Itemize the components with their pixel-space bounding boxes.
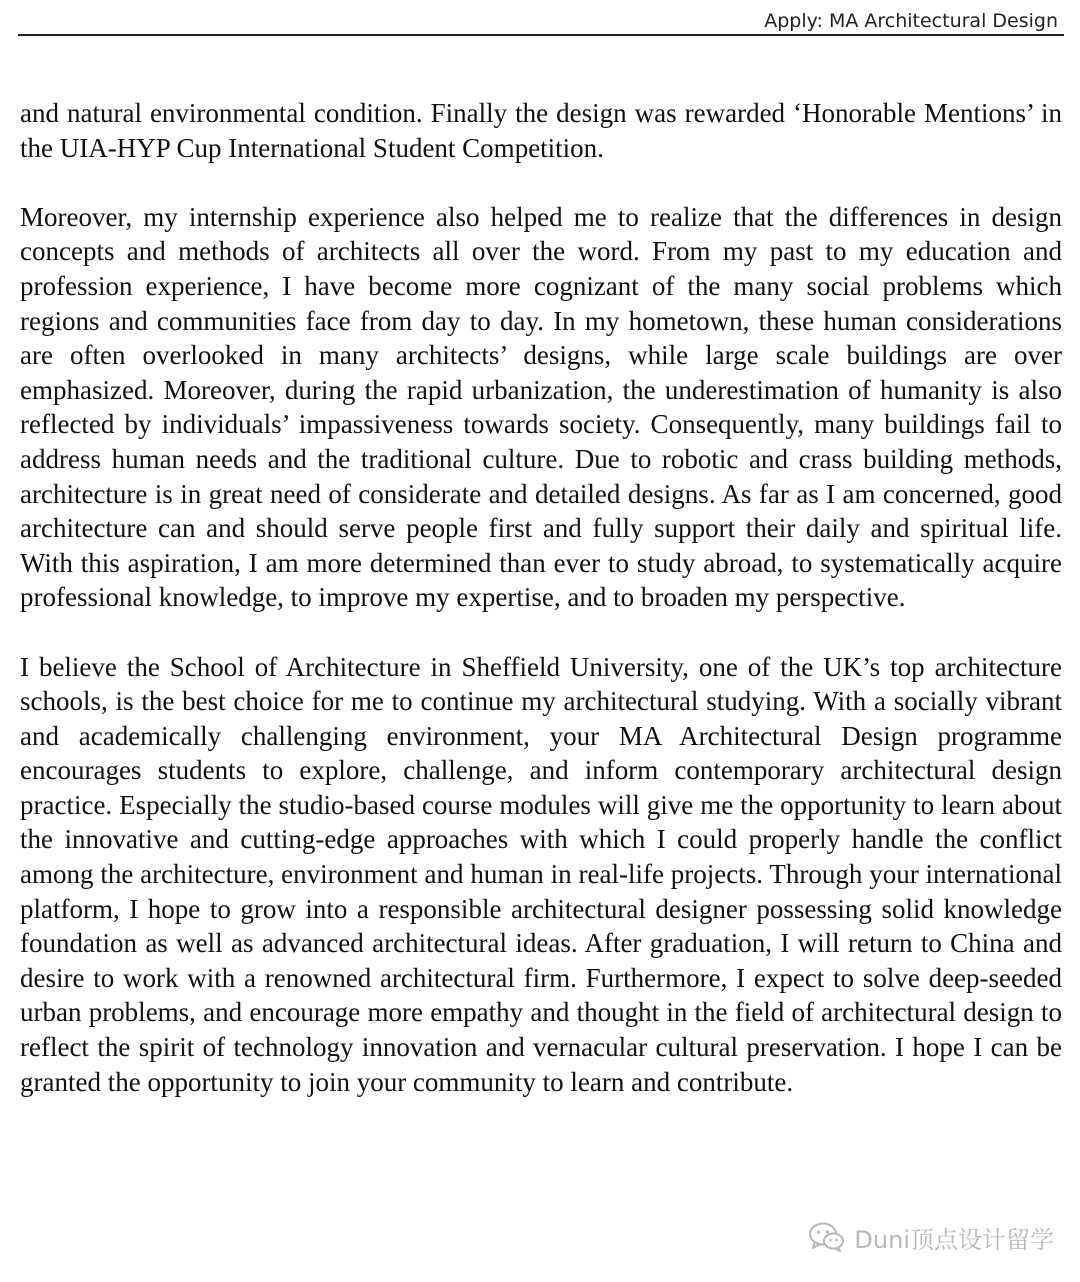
paragraph-1: and natural environmental condition. Finally the design was rewarded ‘Honorable Mentions’ in the UIA-HYP Cup International Student Competition. xyxy=(20,98,1062,163)
watermark-text: Duni顶点设计留学 xyxy=(854,1225,1054,1254)
header-title: Apply: MA Architectural Design xyxy=(764,10,1058,32)
wechat-icon xyxy=(808,1221,846,1253)
body-text xyxy=(20,96,1062,1099)
watermark xyxy=(808,1217,1054,1257)
paragraph-3: I believe the School of Architecture in Sheffield University, one of the UK’s top architecture schools, is the best choice for me to continue my architectural studying. With a socially vibrant and academically challenging environment, your MA Architectural Design programme encourages students to explore, challenge, and inform contemporary architectural design practice. Especially the studio-based course modules will give me the opportunity to learn about the innovative and cutting-edge approaches with which I could properly handle the conflict among the architecture, environment and human in real-life projects. Through your international platform, I hope to grow into a responsible architectural designer possessing solid knowledge foundation as well as advanced architectural ideas. After graduation, I will return to China and desire to work with a renowned architectural firm. Furthermore, I expect to solve deep-seeded urban problems, and encourage more empathy and thought in the field of architectural design to reflect the spirit of technology innovation and vernacular cultural preservation. I hope I can be granted the opportunity to join your community to learn and contribute. xyxy=(20,651,1062,1097)
running-header xyxy=(18,6,1064,36)
paragraph-2: Moreover, my internship experience also helped me to realize that the differences in design concepts and methods of architects all over the word. From my past to my education and profession experience, I have become more cognizant of the many social problems which regions and communities face from day to day. In my hometown, these human considerations are often overlooked in many architects’ designs, while large scale buildings are over emphasized. Moreover, during the rapid urbanization, the underestimation of humanity is also reflected by individuals’ impassiveness towards society. Consequently, many buildings fail to address human needs and the traditional culture. Due to robotic and crass building methods, architecture is in great need of considerate and detailed designs. As far as I am concerned, good architecture can and should serve people first and fully support their daily and spiritual life. With this aspiration, I am more determined than ever to study abroad, to systematically acquire professional knowledge, to improve my expertise, and to broaden my perspective. xyxy=(20,201,1062,613)
